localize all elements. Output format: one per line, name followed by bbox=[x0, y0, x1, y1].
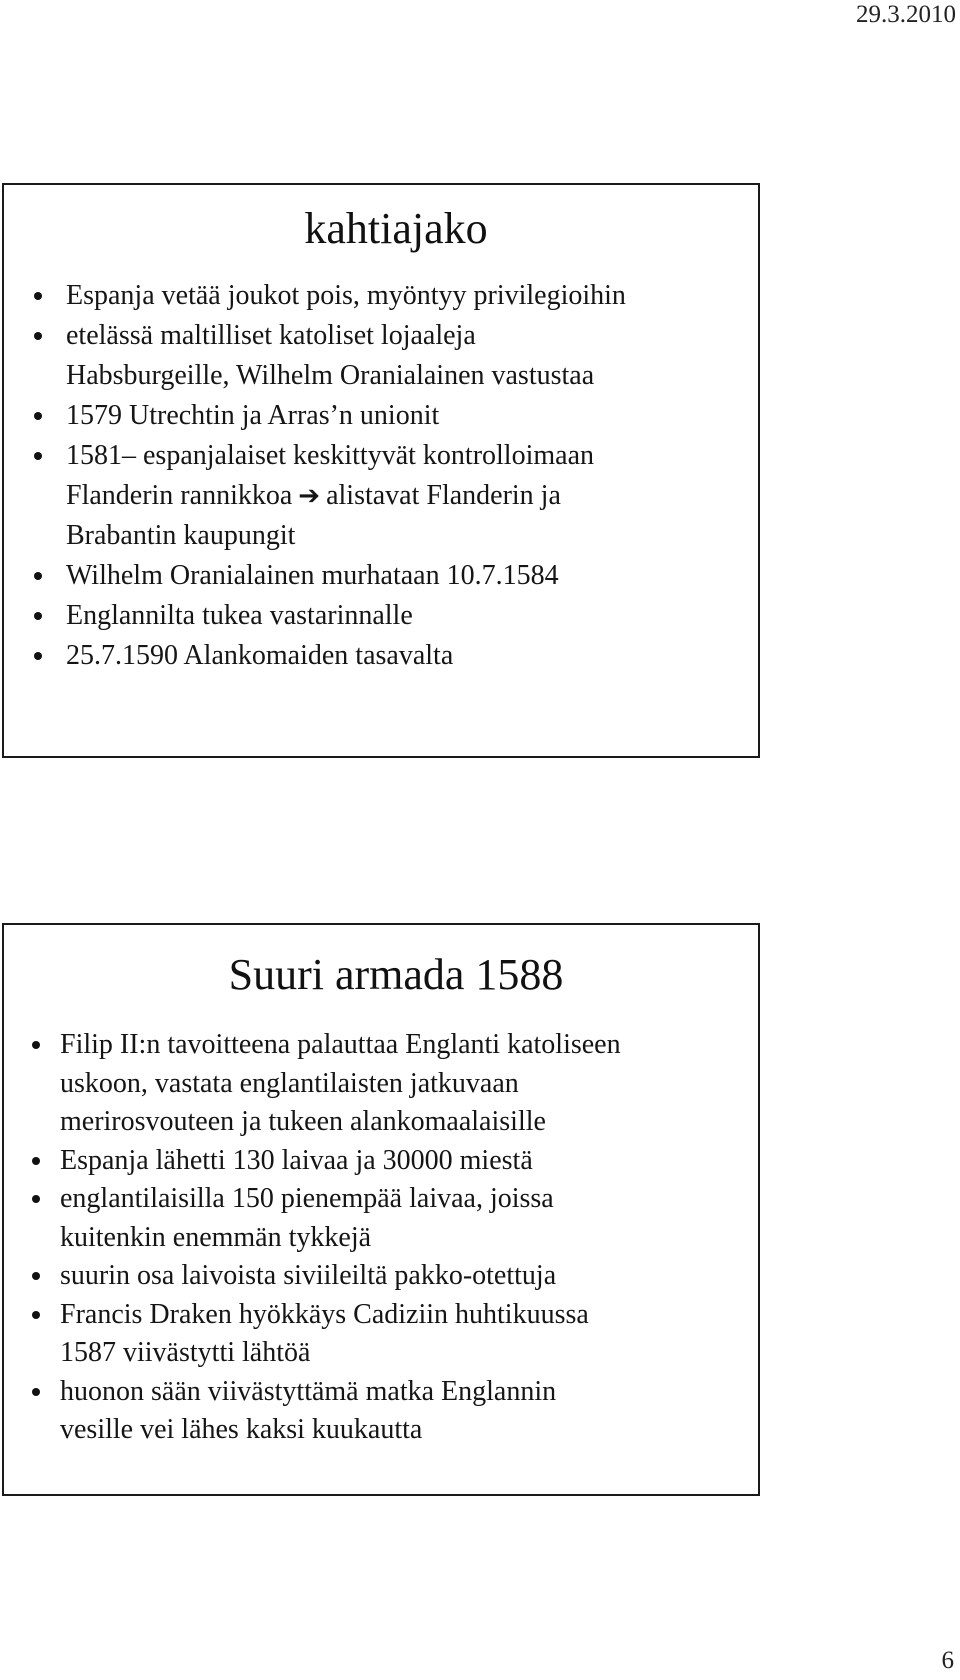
bullet-item bbox=[30, 1180, 750, 1257]
bullet-text: Englannilta tukea vastarinnalle bbox=[66, 600, 413, 631]
bullet-item bbox=[32, 316, 752, 396]
bullet-text: 1581– espanjalaiset keskittyvät kontrolloimaan bbox=[66, 440, 594, 471]
bullet-item bbox=[30, 1296, 750, 1373]
bullet-text: 1587 viivästytti lähtöä bbox=[60, 1337, 311, 1368]
bullet-text: Wilhelm Oranialainen murhataan 10.7.1584 bbox=[66, 560, 559, 591]
slide-suuri-armada bbox=[2, 923, 760, 1496]
bullet-icon bbox=[34, 292, 42, 300]
bullet-list bbox=[32, 276, 752, 676]
bullet-text: vesille vei lähes kaksi kuukautta bbox=[60, 1414, 423, 1445]
bullet-list bbox=[30, 1026, 750, 1450]
bullet-text: etelässä maltilliset katoliset lojaaleja bbox=[66, 320, 476, 351]
slide-title: Suuri armada 1588 bbox=[228, 950, 564, 999]
bullet-text: alistavat Flanderin ja bbox=[326, 480, 561, 511]
bullet-icon bbox=[32, 1272, 40, 1280]
bullet-icon bbox=[34, 412, 42, 420]
bullet-icon bbox=[32, 1311, 40, 1319]
bullet-text: suurin osa laivoista siviileiltä pakko-otettuja bbox=[60, 1260, 557, 1291]
bullet-item bbox=[32, 596, 752, 636]
bullet-text: 25.7.1590 Alankomaiden tasavalta bbox=[66, 640, 454, 671]
bullet-text: 1579 Utrechtin ja Arras’n unionit bbox=[66, 400, 440, 431]
bullet-item bbox=[32, 556, 752, 596]
bullet-item bbox=[32, 276, 752, 316]
right-arrow-icon: ➔ bbox=[298, 481, 321, 511]
bullet-text: Espanja vetää joukot pois, myöntyy privilegioihin bbox=[66, 280, 626, 311]
bullet-text: huonon sään viivästyttämä matka Englannin bbox=[60, 1375, 557, 1407]
bullet-item bbox=[32, 396, 752, 436]
bullet-icon bbox=[34, 332, 42, 340]
bullet-icon bbox=[34, 612, 42, 620]
bullet-text: Filip II:n tavoitteena palauttaa Englanti katoliseen bbox=[60, 1029, 621, 1060]
slide-title: kahtiajako bbox=[304, 204, 488, 253]
bullet-item bbox=[30, 1142, 750, 1181]
bullet-icon bbox=[32, 1041, 40, 1049]
bullet-text: Habsburgeille, Wilhelm Oranialainen vastustaa bbox=[66, 360, 595, 391]
bullet-item bbox=[30, 1257, 750, 1296]
bullet-icon bbox=[32, 1157, 40, 1165]
bullet-text: Francis Draken hyökkäys Cadiziin huhtikuussa bbox=[60, 1298, 589, 1330]
page-number: 6 bbox=[941, 1647, 954, 1674]
bullet-text: englantilaisilla 150 pienempää laivaa, joissa bbox=[60, 1183, 554, 1214]
bullet-text: Brabantin kaupungit bbox=[66, 520, 296, 551]
bullet-icon bbox=[34, 452, 42, 460]
bullet-text: Espanja lähetti 130 laivaa ja 30000 miestä bbox=[60, 1144, 533, 1176]
bullet-text: merirosvouteen ja tukeen alankomaalaisille bbox=[60, 1106, 546, 1137]
slide-kahtiajako bbox=[2, 183, 760, 758]
bullet-text: uskoon, vastata englantilaisten jatkuvaan bbox=[60, 1067, 519, 1099]
bullet-text: Flanderin rannikkoa bbox=[66, 480, 293, 511]
page-date: 29.3.2010 bbox=[856, 1, 956, 28]
bullet-icon bbox=[32, 1195, 40, 1203]
bullet-item bbox=[30, 1026, 750, 1142]
bullet-icon bbox=[34, 572, 42, 580]
bullet-icon bbox=[32, 1388, 40, 1396]
bullet-item bbox=[30, 1373, 750, 1450]
bullet-item bbox=[32, 436, 752, 556]
bullet-icon bbox=[34, 652, 42, 660]
bullet-text: kuitenkin enemmän tykkejä bbox=[60, 1221, 372, 1253]
bullet-item bbox=[32, 636, 752, 676]
